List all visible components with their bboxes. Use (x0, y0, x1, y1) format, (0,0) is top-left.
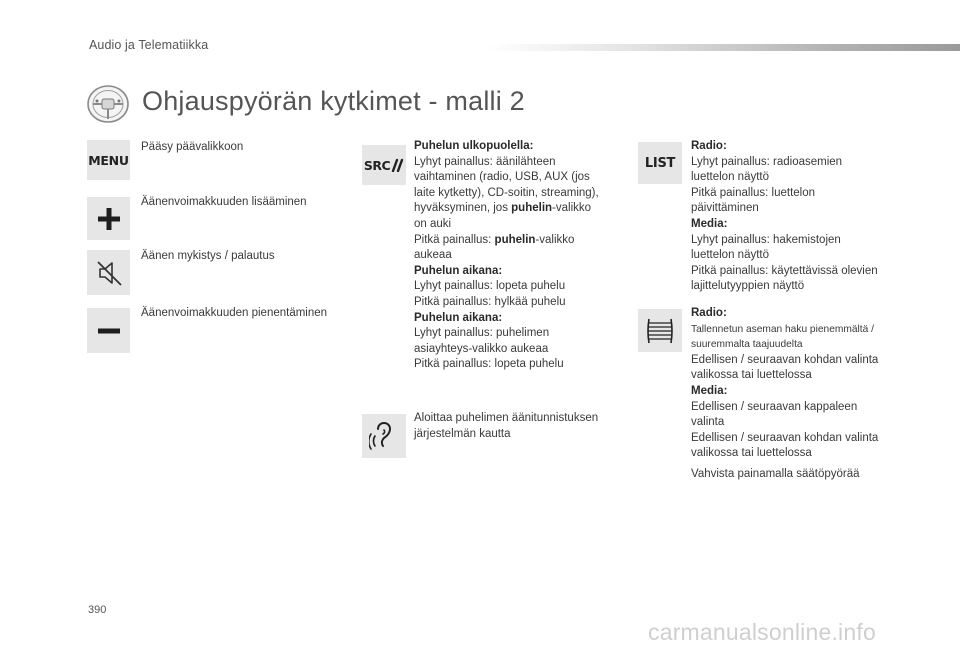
voice-description: Aloittaa puhelimen äänitunnistuksen järjestelmän kautta (414, 412, 599, 440)
page-title: Ohjauspyörän kytkimet - malli 2 (142, 86, 525, 116)
src-line: Lyhyt painallus: äänilähteen (414, 155, 556, 168)
mute-speaker-icon (87, 250, 130, 295)
src-line: asiayhteys-valikko aukeaa (414, 342, 549, 355)
mute-description: Äänen mykistys / palautus (141, 250, 275, 262)
src-line: Pitkä painallus: hylkää puhelu (414, 295, 566, 308)
src-heading-during-call: Puhelun aikana: (414, 264, 503, 277)
plus-description: Äänenvoimakkuuden lisääminen (141, 196, 307, 208)
src-line: Pitkä painallus: lopeta puhelu (414, 358, 564, 371)
steering-wheel-icon (86, 84, 130, 124)
section-header: Audio ja Telematiikka (89, 38, 209, 52)
src-button-label: SRC (363, 157, 391, 173)
src-line: on auki (414, 217, 452, 230)
list-description: Radio: Lyhyt painallus: radioasemien luettelon näyttö Pitkä painallus: luettelon päivittäminen Media: Lyhyt painallus: hakemistojen luettelon näyttö Pitkä painallus: käytettävissä olevien lajittelutyyppien näyttö (691, 140, 878, 293)
menu-button-label: MENU (88, 152, 129, 168)
src-line: laite kytketty), CD-soitin, streaming), (414, 186, 599, 199)
src-line: Lyhyt painallus: lopeta puhelu (414, 280, 566, 293)
src-line: aukeaa (414, 249, 452, 262)
list-heading-radio: Radio: (691, 140, 727, 152)
watermark: carmanualsonline.info (648, 619, 876, 645)
list-button-label: LIST (644, 155, 676, 171)
wheel-heading-media: Media: (691, 384, 728, 397)
wheel-heading-radio: Radio: (691, 307, 727, 319)
thumbwheel-icon (638, 309, 682, 352)
wheel-confirm: Vahvista painamalla säätöpyörää (691, 468, 860, 480)
list-button-icon (638, 142, 682, 184)
header-gradient-bar (488, 44, 960, 51)
src-line: vaihtaminen (radio, USB, AUX (jos (414, 171, 590, 184)
src-line: hyväksyminen, jos puhelin-valikko (414, 202, 592, 215)
list-heading-media: Media: (691, 217, 728, 230)
minus-description: Äänenvoimakkuuden pienentäminen (141, 307, 328, 319)
src-line: Pitkä painallus: puhelin-valikko (414, 233, 575, 246)
page-number: 390 (88, 604, 107, 616)
menu-button-icon (87, 140, 130, 180)
minus-icon (87, 308, 130, 353)
src-phone-icon (362, 145, 406, 185)
src-description (414, 139, 599, 373)
wheel-description: Radio: Tallennetun aseman haku pienemmältä / suuremmalta taajuudelta Edellisen / seuraavan kohdan valinta valikossa tai luettelossa Media: Edellisen / seuraavan kappaleen valinta Edellisen / seuraavan kohdan valinta valikossa tai luettelossa (691, 307, 879, 460)
voice-command-icon (362, 414, 406, 458)
src-heading-outside-call: Puhelun ulkopuolella: (414, 140, 534, 152)
plus-icon (87, 197, 130, 240)
src-line: Lyhyt painallus: puhelimen (414, 327, 550, 340)
menu-description: Pääsy päävalikkoon (141, 141, 244, 153)
src-heading-during-call-2: Puhelun aikana: (414, 311, 503, 324)
